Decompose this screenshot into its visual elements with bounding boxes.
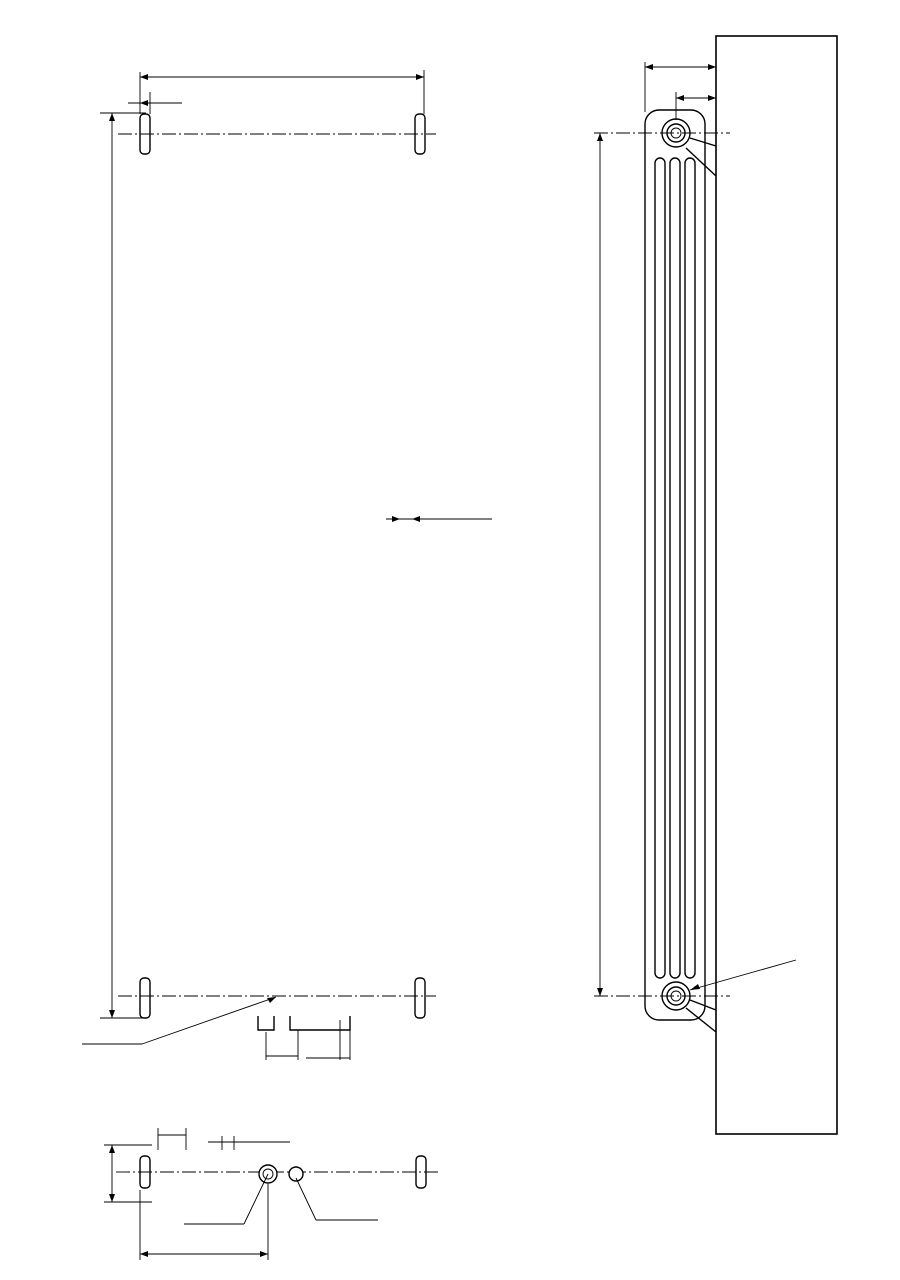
arrow-head bbox=[676, 95, 684, 101]
arrow-head bbox=[109, 113, 115, 121]
arrow-head bbox=[392, 516, 400, 522]
arrow-head bbox=[416, 74, 424, 80]
arrow-head bbox=[109, 1194, 115, 1202]
arrow-head bbox=[412, 516, 420, 522]
port-thread-leader bbox=[296, 1178, 316, 1220]
arrow-head bbox=[645, 64, 653, 70]
arrow-head bbox=[109, 1010, 115, 1018]
top-view bbox=[104, 1128, 440, 1260]
connection-stub-right bbox=[290, 1016, 350, 1030]
arrow-head bbox=[267, 997, 276, 1003]
right-bottom-plug bbox=[415, 978, 425, 1018]
connection-stub-left bbox=[258, 1016, 274, 1030]
wall-outline bbox=[716, 36, 837, 1134]
brick-wall bbox=[716, 36, 837, 1134]
arrow-head bbox=[260, 1251, 268, 1257]
arrow-head bbox=[140, 100, 148, 106]
arrow-head bbox=[708, 64, 716, 70]
side-view bbox=[594, 36, 837, 1134]
arrow-head bbox=[140, 1251, 148, 1257]
radiator-side-column-3 bbox=[685, 158, 695, 978]
arrow-head bbox=[597, 133, 603, 141]
front-view bbox=[82, 70, 492, 1060]
radiator-side-column-1 bbox=[655, 158, 665, 978]
arrow-head bbox=[109, 1145, 115, 1153]
arrow-head bbox=[597, 988, 603, 996]
left-bottom-plug bbox=[140, 978, 150, 1018]
port-diameter-leader bbox=[244, 1174, 268, 1224]
arrow-head bbox=[708, 95, 716, 101]
radiator-side-column-2 bbox=[670, 158, 680, 978]
arrow-head bbox=[140, 74, 148, 80]
blocker-leader bbox=[142, 997, 276, 1044]
